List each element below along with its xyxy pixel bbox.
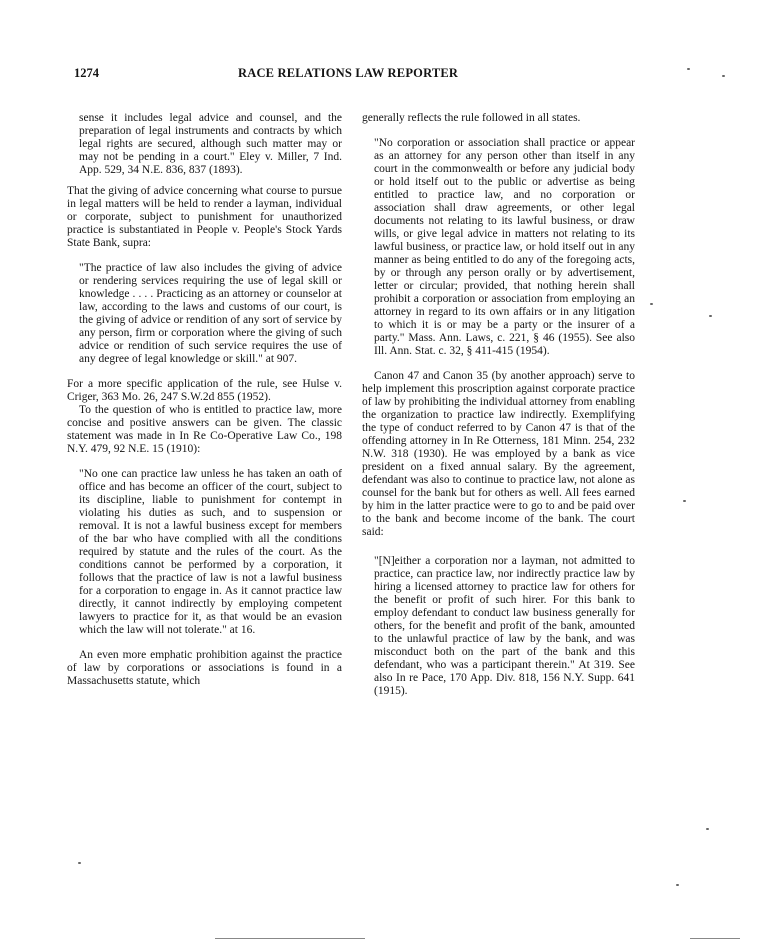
block-quote-peoples-bank: "The practice of law also includes the giving of advice or rendering services requiring the use of legal skill or knowledge . . . . Practicing as an attorney or counselor at law, according to the laws and customs of our court, is the giving of advice or rendition of any sort of service by any person, firm or corporation where the giving of such advice or rendition of such service requires the use of any degree of legal knowledge or skill." at 907. [79, 262, 342, 365]
scan-edge-line-right [690, 938, 740, 939]
paragraph-cooperative: To the question of who is entitled to practice law, more concise and positive answers can be given. The classic statement was made in In Re Co-Operative Law Co., 198 N.Y. 479, 92 N.E. 15 (1910): [67, 404, 342, 455]
running-title: RACE RELATIONS LAW REPORTER [238, 66, 459, 80]
page-number: 1274 [74, 66, 99, 80]
paragraph-massachusetts: An even more emphatic prohibition against the practice of law by corporations or associations is found in a Massachusetts statute, which [67, 649, 342, 687]
page-header [0, 66, 763, 86]
paragraph-advice: That the giving of advice concerning what course to pursue in legal matters will be held to render a layman, individual or corporate, subject to punishment for unauthorized practice is substantiated in People v. People's Stock Yards State Bank, supra: [67, 185, 342, 249]
block-quote-otterness: "[N]either a corporation nor a layman, not admitted to practice, can practice law, nor indirectly practice law by hiring a licensed attorney to practice law for others for the benefit or profit of such hirer. For this bank to employ defendant to conduct law business generally for others, for the benefit and profit of the bank, amounted to the unlawful practice of law by the bank, and was misconduct both on the part of the bank and this defendant, who was a participant therein." At 319. See also In re Pace, 170 App. Div. 818, 156 N.Y. Supp. 641 (1915). [374, 555, 635, 697]
block-quote-eley: sense it includes legal advice and counsel, and the preparation of legal instruments and contracts by which legal rights are secured, although such matter may or may not be pending in a court." Eley v. Miller, 7 Ind. App. 529, 34 N.E. 836, 837 (1893). [79, 112, 342, 176]
block-quote-cooperative-law: "No one can practice law unless he has taken an oath of office and has become an officer of the court, subject to its discipline, liable to punishment for contempt in violating his duties as such, and to suspension or removal. It is not a lawful business except for members of the bar who have complied with all the conditions required by statute and the rules of the court. As the conditions cannot be performed by a corporation, it follows that the practice of law is not a lawful business for a corporation to engage in. As it cannot practice law directly, it cannot indirectly by employing competent lawyers to practice for it, as that would be an evasion which the law will not tolerate." at 16. [79, 468, 342, 636]
scan-edge-line [215, 938, 365, 939]
paragraph-hulse: For a more specific application of the rule, see Hulse v. Criger, 363 Mo. 26, 247 S.W.2d 855 (1952). [67, 378, 342, 403]
paragraph-general-rule: generally reflects the rule followed in all states. [362, 112, 581, 124]
right-column [362, 112, 635, 698]
left-column [67, 112, 342, 688]
paragraph-canon-47: Canon 47 and Canon 35 (by another approach) serve to help implement this proscription against corporate practice of law by prohibiting the individual attorney from enabling the organization to practice law indirectly. Exemplifying the type of conduct referred to by Canon 47 is that of the offending attorney in In Re Otterness, 181 Minn. 254, 232 N.W. 318 (1930). He was employed by a bank as vice president on a fixed annual salary. By the agreement, defendant was also to continue to practice law, not alone as counsel for the bank but for others as well. All fees earned by him in the latter practice were to go to and be paid over to the bank and become income of the bank. The court said: [362, 370, 635, 538]
block-quote-mass-statute: "No corporation or association shall practice or appear as an attorney for any person other than itself in any court in the commonwealth or before any judicial body or hold itself out to the public or advertise as being entitled to practice law, and no corporation or association shall draw agreements, or other legal documents not relating to its lawful business, or draw wills, or give legal advice in matters not relating to its lawful business, or practice law, or hold itself out in any manner as being entitled to do any of the foregoing acts, by or through any person orally or by advertisement, letter or circular; provided, that nothing herein shall prohibit a corporation or association from employing an attorney in regard to its own affairs or in any litigation to which it is or may be a party or the insurer of a party." Mass. Ann. Laws, c. 221, § 46 (1955). See also Ill. Ann. Stat. c. 32, § 411-415 (1954). [374, 137, 635, 357]
